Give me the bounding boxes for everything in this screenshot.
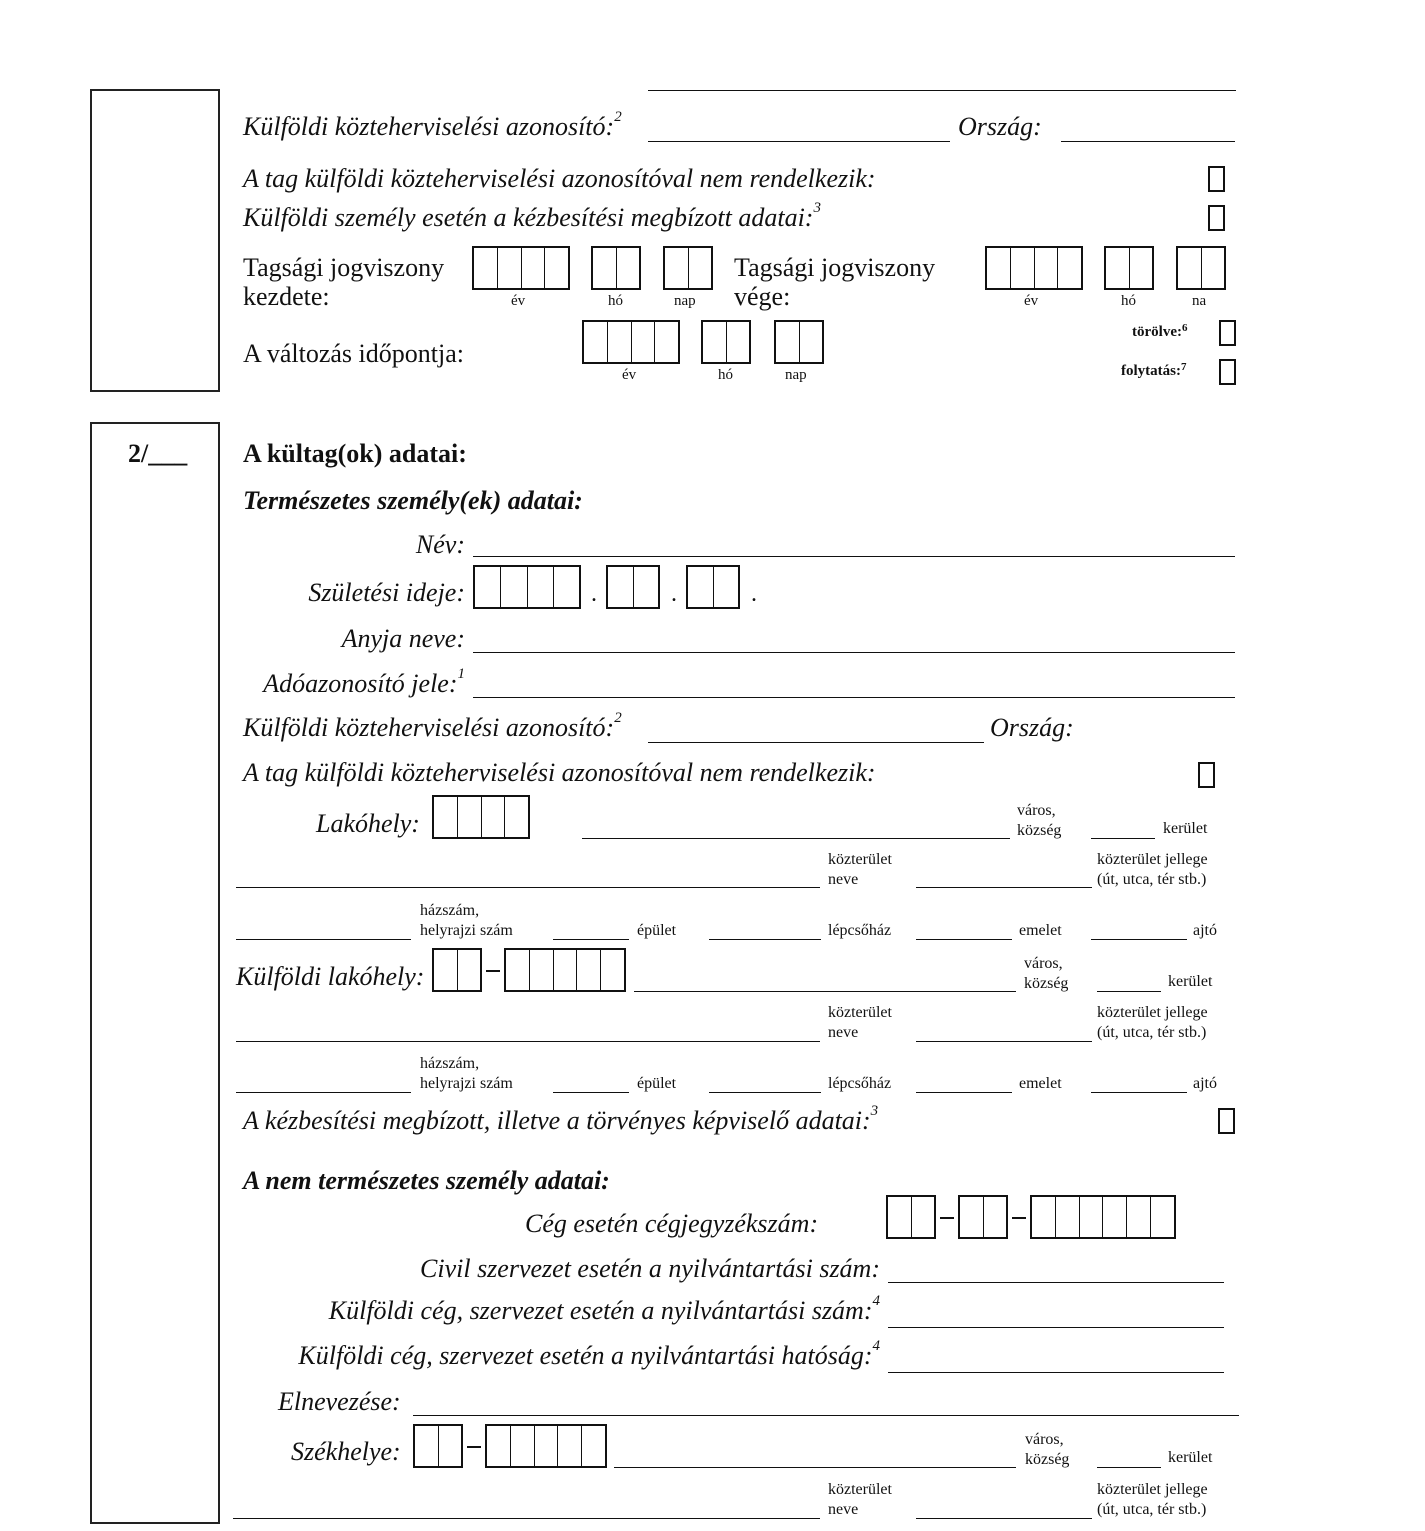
residence-district-field[interactable] xyxy=(1091,838,1155,839)
residence-building-caption: épület xyxy=(637,922,677,939)
foreign-residence-city-field[interactable] xyxy=(634,991,1016,992)
change-date-month[interactable] xyxy=(701,320,751,364)
foreign-authority-label: Külföldi cég, szervezet esetén a nyilvántartási hatóság:$^4$ xyxy=(298,1338,880,1370)
foreign-reg-no-field[interactable] xyxy=(888,1327,1224,1328)
seat-street-caption: közterület neve xyxy=(828,1481,892,1518)
seat-district-field[interactable] xyxy=(1097,1467,1161,1468)
foreign-id-label-2: Külföldi közteherviselési azonosító:$^2$ xyxy=(243,710,622,742)
birth-day-boxes[interactable] xyxy=(686,565,740,609)
birth-sep-1: . xyxy=(591,581,597,607)
seat-postcode[interactable] xyxy=(485,1424,607,1468)
end-year-caption: év xyxy=(1024,293,1039,309)
no-foreign-id-label-2: A tag külföldi közteherviselési azonosítóval nem rendelkezik: xyxy=(243,758,876,787)
country-label: Ország: xyxy=(958,112,1042,141)
civil-reg-field[interactable] xyxy=(888,1282,1224,1283)
section-number-box-2 xyxy=(90,422,220,1524)
end-month-caption: hó xyxy=(1121,293,1136,309)
no-foreign-id-checkbox-2[interactable] xyxy=(1198,762,1215,788)
residence-street-caption: közterület neve xyxy=(828,851,892,888)
residence-door-field[interactable] xyxy=(1091,939,1187,940)
change-month-caption: hó xyxy=(718,367,733,383)
change-day-caption: nap xyxy=(785,367,807,383)
section-number-box-1 xyxy=(90,89,220,392)
company-reg-label: Cég esetén cégjegyzékszám: xyxy=(525,1209,819,1238)
birth-sep-2: . xyxy=(671,581,677,607)
civil-reg-label: Civil szervezet esetén a nyilvántartási szám: xyxy=(420,1254,880,1283)
foreign-residence-building-caption: épület xyxy=(637,1075,677,1092)
birth-month-boxes[interactable] xyxy=(606,565,660,609)
membership-end-day[interactable] xyxy=(1176,246,1226,290)
seat-street-type-caption: közterület jellege (út, utca, tér stb.) xyxy=(1097,1481,1208,1518)
foreign-id-field-2[interactable] xyxy=(648,742,984,743)
company-reg-serial[interactable] xyxy=(1030,1195,1176,1239)
residence-city-caption: város, község xyxy=(1017,802,1062,839)
foreign-residence-street-type-caption: közterület jellege (út, utca, tér stb.) xyxy=(1097,1004,1208,1041)
foreign-residence-label: Külföldi lakóhely: xyxy=(236,962,425,991)
change-date-label: A változás időpontja: xyxy=(243,339,464,368)
change-year-caption: év xyxy=(622,367,637,383)
foreign-residence-staircase-field[interactable] xyxy=(709,1092,821,1093)
membership-start-month[interactable] xyxy=(591,246,641,290)
start-year-caption: év xyxy=(511,293,526,309)
residence-city-field[interactable] xyxy=(582,838,1010,839)
foreign-authority-field[interactable] xyxy=(888,1372,1224,1373)
name-field[interactable] xyxy=(473,556,1235,557)
seat-city-caption: város, község xyxy=(1025,1431,1070,1468)
change-date-year[interactable] xyxy=(582,320,680,364)
foreign-residence-street-field[interactable] xyxy=(236,1041,820,1042)
membership-start-year[interactable] xyxy=(472,246,570,290)
residence-district-caption: kerület xyxy=(1163,820,1208,837)
foreign-id-label: Külföldi közteherviselési azonosító:$^2$ xyxy=(243,109,622,141)
delivery-agent-label: Külföldi személy esetén a kézbesítési megbízott adatai:$^3$ xyxy=(243,200,821,232)
continuation-checkbox[interactable] xyxy=(1219,359,1236,385)
foreign-residence-door-caption: ajtó xyxy=(1193,1075,1217,1092)
seat-street-field[interactable] xyxy=(233,1518,820,1519)
legal-entity-title: A nem természetes személy adatai: xyxy=(243,1166,610,1195)
no-foreign-id-checkbox[interactable] xyxy=(1208,166,1225,192)
end-day-caption: na xyxy=(1192,293,1207,309)
representative-label: A kézbesítési megbízott, illetve a törvényes képviselő adatai:$^3$ xyxy=(243,1103,879,1135)
change-date-day[interactable] xyxy=(774,320,824,364)
top-rule xyxy=(648,90,1236,91)
company-reg-dash-2 xyxy=(1012,1217,1026,1219)
seat-city-field[interactable] xyxy=(614,1467,1016,1468)
mother-name-field[interactable] xyxy=(473,652,1235,653)
seat-country-code[interactable] xyxy=(413,1424,463,1468)
continuation-label: folytatás:$^7$ xyxy=(1121,361,1187,379)
foreign-id-field[interactable] xyxy=(648,141,950,142)
birth-year-boxes[interactable] xyxy=(473,565,581,609)
foreign-residence-postcode[interactable] xyxy=(504,948,626,992)
seat-dash xyxy=(467,1446,481,1448)
residence-floor-caption: emelet xyxy=(1019,922,1062,939)
tax-id-field[interactable] xyxy=(473,697,1235,698)
delivery-agent-checkbox[interactable] xyxy=(1208,205,1225,231)
membership-start-day[interactable] xyxy=(663,246,713,290)
membership-end-label: Tagsági jogviszony vége: xyxy=(734,253,936,311)
foreign-residence-staircase-caption: lépcsőház xyxy=(828,1075,892,1092)
foreign-residence-district-caption: kerület xyxy=(1168,973,1213,990)
residence-floor-field[interactable] xyxy=(916,939,1012,940)
deleted-label: törölve:$^6$ xyxy=(1132,322,1188,340)
foreign-residence-dash xyxy=(486,970,500,972)
deleted-checkbox[interactable] xyxy=(1219,320,1236,346)
residence-house-field[interactable] xyxy=(236,939,411,940)
residence-door-caption: ajtó xyxy=(1193,922,1217,939)
residence-staircase-field[interactable] xyxy=(709,939,821,940)
section-title: A kültag(ok) adatai: xyxy=(243,439,467,468)
birth-sep-3: . xyxy=(751,581,757,607)
company-reg-dash-1 xyxy=(940,1217,954,1219)
foreign-residence-floor-field[interactable] xyxy=(916,1092,1012,1093)
start-day-caption: nap xyxy=(674,293,696,309)
residence-street-type-field[interactable] xyxy=(916,887,1092,888)
foreign-residence-country-code[interactable] xyxy=(432,948,482,992)
foreign-residence-city-caption: város, község xyxy=(1024,955,1069,992)
representative-checkbox[interactable] xyxy=(1218,1108,1235,1134)
entity-name-label: Elnevezése: xyxy=(278,1387,401,1416)
foreign-residence-street-caption: közterület neve xyxy=(828,1004,892,1041)
section-number: 2/___ xyxy=(128,439,188,468)
membership-end-month[interactable] xyxy=(1104,246,1154,290)
residence-building-field[interactable] xyxy=(553,939,629,940)
entity-name-field[interactable] xyxy=(413,1415,1239,1416)
seat-label: Székhelye: xyxy=(291,1437,401,1466)
foreign-reg-no-label: Külföldi cég, szervezet esetén a nyilvántartási szám:$^4$ xyxy=(328,1293,880,1325)
company-reg-court[interactable] xyxy=(886,1195,936,1239)
residence-street-type-caption: közterület jellege (út, utca, tér stb.) xyxy=(1097,851,1208,888)
seat-district-caption: kerület xyxy=(1168,1449,1213,1466)
foreign-residence-house-caption: házszám, helyrajzi szám xyxy=(420,1055,513,1092)
no-foreign-id-label: A tag külföldi közteherviselési azonosítóval nem rendelkezik: xyxy=(243,164,876,193)
mother-name-label: Anyja neve: xyxy=(341,624,465,653)
natural-persons-title: Természetes személy(ek) adatai: xyxy=(243,486,583,515)
foreign-residence-floor-caption: emelet xyxy=(1019,1075,1062,1092)
membership-end-year[interactable] xyxy=(985,246,1083,290)
start-month-caption: hó xyxy=(608,293,623,309)
residence-house-caption: házszám, helyrajzi szám xyxy=(420,902,513,939)
foreign-residence-building-field[interactable] xyxy=(553,1092,629,1093)
country-label-2: Ország: xyxy=(990,713,1074,742)
membership-start-label: Tagsági jogviszony kezdete: xyxy=(243,253,445,311)
residence-postcode[interactable] xyxy=(432,795,530,839)
birth-date-label: Születési ideje: xyxy=(308,578,465,607)
foreign-residence-door-field[interactable] xyxy=(1091,1092,1187,1093)
foreign-residence-house-field[interactable] xyxy=(236,1092,411,1093)
company-reg-form[interactable] xyxy=(958,1195,1008,1239)
name-label: Név: xyxy=(415,530,465,559)
seat-street-type-field[interactable] xyxy=(916,1518,1092,1519)
foreign-residence-district-field[interactable] xyxy=(1097,991,1161,992)
country-field[interactable] xyxy=(1061,141,1235,142)
foreign-residence-street-type-field[interactable] xyxy=(916,1041,1092,1042)
residence-staircase-caption: lépcsőház xyxy=(828,922,892,939)
residence-label: Lakóhely: xyxy=(316,809,420,838)
tax-id-label: Adóazonosító jele:$^1$ xyxy=(263,666,465,698)
residence-street-field[interactable] xyxy=(236,887,820,888)
